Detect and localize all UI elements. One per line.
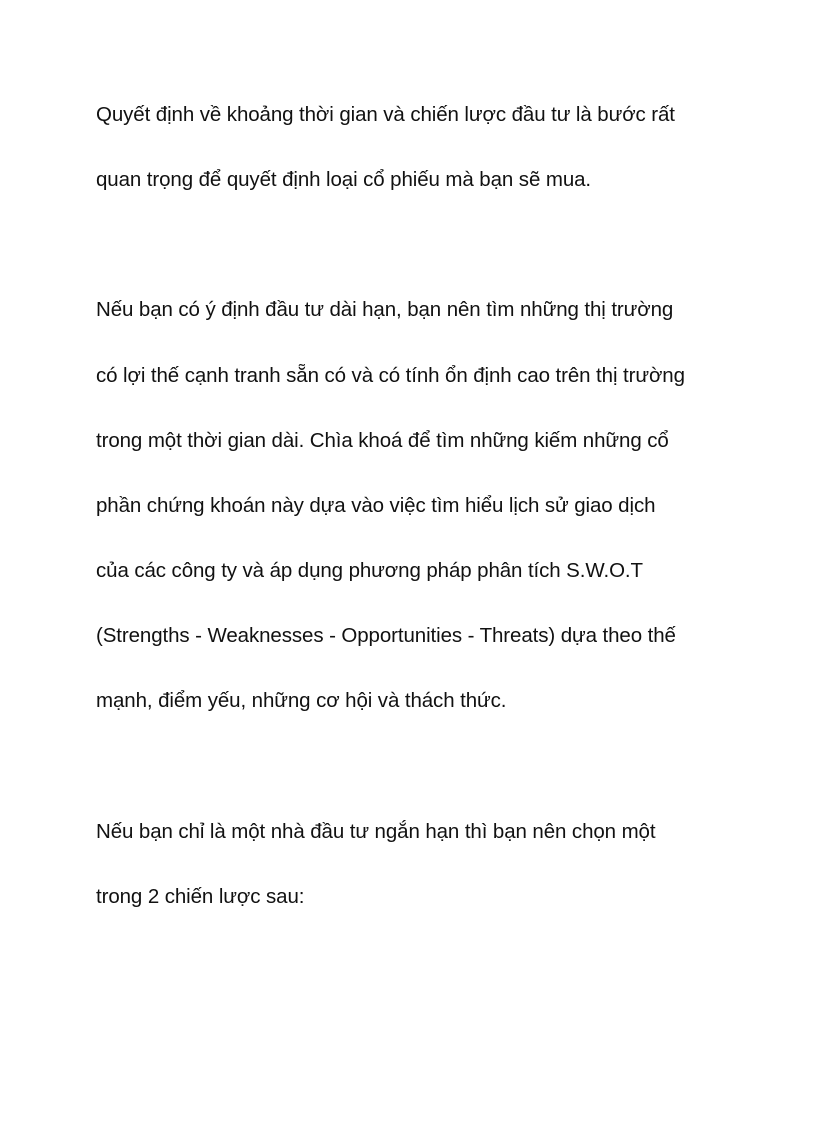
paragraph-2-line-7: mạnh, điểm yếu, những cơ hội và thách thức. xyxy=(96,689,507,712)
paragraph-3-line-1: Nếu bạn chỉ là một nhà đầu tư ngắn hạn thì bạn nên chọn một xyxy=(96,820,656,843)
paragraph-1-line-2: quan trọng để quyết định loại cổ phiếu mà bạn sẽ mua. xyxy=(96,168,592,191)
paragraph-1-line-1: Quyết định về khoảng thời gian và chiến lược đầu tư là bước rất xyxy=(96,103,675,126)
paragraph-2-line-2: có lợi thế cạnh tranh sẵn có và có tính ổn định cao trên thị trường xyxy=(96,364,685,387)
paragraph-2-line-6: (Strengths - Weaknesses - Opportunities - Threats) dựa theo thế xyxy=(96,624,676,647)
paragraph-2-line-1: Nếu bạn có ý định đầu tư dài hạn, bạn nên tìm những thị trường xyxy=(96,298,674,321)
paragraph-2-line-5: của các công ty và áp dụng phương pháp phân tích S.W.O.T xyxy=(96,559,643,582)
paragraph-3-line-2: trong 2 chiến lược sau: xyxy=(96,885,305,908)
paragraph-2-line-3: trong một thời gian dài. Chìa khoá để tìm những kiếm những cổ xyxy=(96,429,669,452)
paragraph-2-line-4: phần chứng khoán này dựa vào việc tìm hiểu lịch sử giao dịch xyxy=(96,494,656,517)
